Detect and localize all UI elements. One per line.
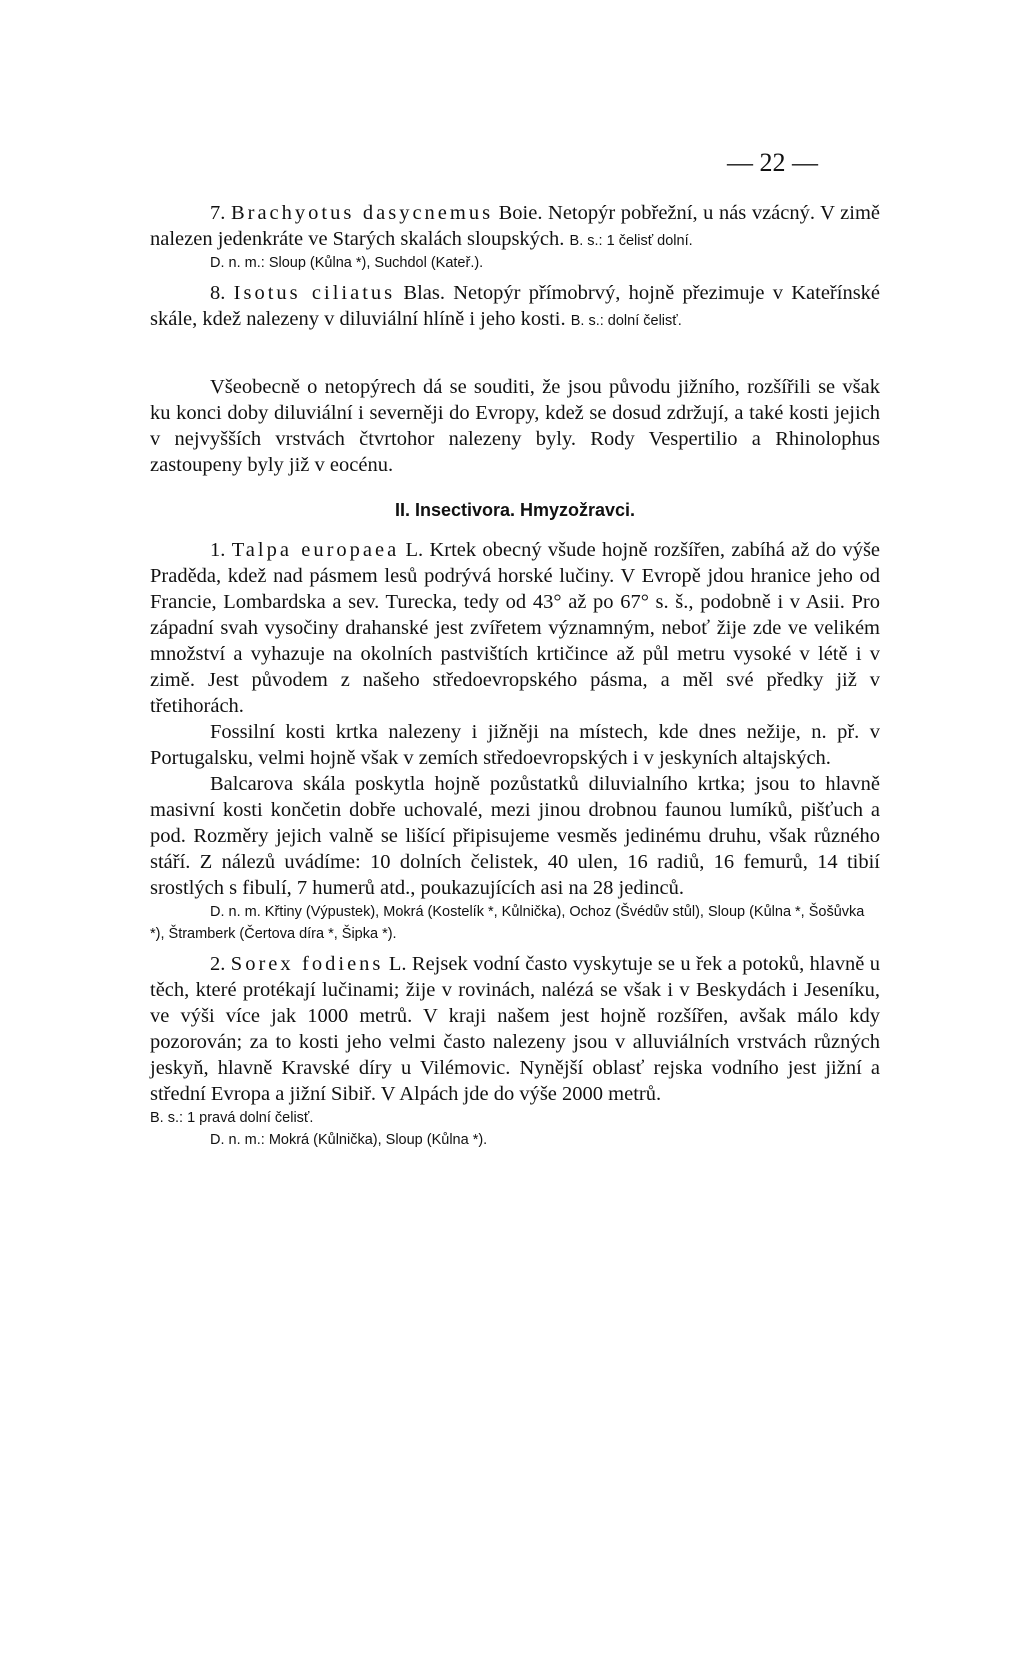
entry-7 [150, 200, 880, 252]
entry-8-text: Blas. Netopýr přímobrvý, hojně přezimuje v Kateřínské skále, kdež nalezeny v diluviální hlíně i jeho kosti. [150, 282, 881, 330]
entry-7-text: Boie. Netopýr pobřežní, u nás vzácný. V zimě nalezen jedenkráte ve Starých skalách sloupských. [150, 202, 881, 250]
entry-7-note: B. s.: 1 čelisť dolní. [569, 233, 693, 249]
talpa-fossil-paragraph: Fossilní kosti krtka nalezeny i jižněji na místech, kde dnes nežije, n. př. v Portugalsku, velmi hojně však v zemích středoevropských i v jeskyních altajských. [150, 721, 880, 769]
page-number: — 22 — [727, 148, 818, 177]
entry-7-locations: D. n. m.: Sloup (Kůlna *), Suchdol (Kateř.). [210, 255, 484, 271]
page [150, 148, 880, 1151]
sorex-number: 2. [210, 953, 226, 975]
talpa-entry [150, 537, 880, 719]
sorex-locations: D. n. m.: Mokrá (Kůlnička), Sloup (Kůlna *). [210, 1132, 488, 1148]
entry-7-species: Brachyotus dasycnemus [230, 202, 494, 224]
section-heading: II. Insectivora. Hmyzožravci. [394, 500, 636, 520]
sorex-text: L. Rejsek vodní často vyskytuje se u řek a potoků, hlavně u těch, které protékají lučinami; žije v rovinách, nalézá se však i v Beskydách i Jeseníku, ve výši více jak 1000 metrů. V kraji našem jest hojně rozšířen, avšak málo kdy pozorován; za to kosti jeho velmi často nalezeny jsou v alluviálních vrstvách různých jeskyň, hlavně Kravské díry u Vilémovic. Nynější oblasť rejska vodního jest jižní a střední Evropa a jižní Sibiř. V Alpách jde do výše 2000 metrů. [150, 953, 880, 1105]
entry-8 [150, 280, 880, 332]
talpa-number: 1. [210, 539, 226, 561]
entry-8-species: Isotus ciliatus [233, 282, 396, 304]
talpa-species: Talpa europaea [231, 539, 400, 561]
entry-8-number: 8. [210, 282, 226, 304]
general-paragraph: Všeobecně o netopýrech dá se souditi, že jsou původu jižního, rozšířili se však ku konci doby diluviální i severněji do Evropy, kdež se dosud zdržují, a také kosti jejich v nejvyšších vrstvách čtvrtohor nalezeny byly. Rody Vespertilio a Rhinolophus zastoupeny byly již v eocénu. [150, 376, 880, 476]
talpa-locations: D. n. m. Křtiny (Výpustek), Mokrá (Kostelík *, Kůlnička), Ochoz (Švédův stůl), Sloup (Kůlna *, Šošůvka *), Štramberk (Čertova díra *, Šipka *). [150, 904, 865, 942]
sorex-bs-note: B. s.: 1 pravá dolní čelisť. [150, 1110, 314, 1126]
talpa-balcarova-paragraph: Balcarova skála poskytla hojně pozůstatků diluvialního krtka; jsou to hlavně masivní kosti končetin dobře uchovalé, mezi jinou drobnou faunou lumíků, pišťuch a pod. Rozměry jejich valně se lišící připisujeme vesměs jedinému druhu, však různého stáří. Z nálezů uvádíme: 10 dolních čelistek, 40 ulen, 16 radiů, 16 femurů, 14 tibií srostlých s fibulí, 7 humerů atd., poukazujících asi na 28 jedinců. [150, 773, 880, 899]
sorex-species: Sorex fodiens [230, 953, 384, 975]
sorex-entry [150, 951, 880, 1107]
entry-8-note: B. s.: dolní čelisť. [570, 313, 682, 329]
entry-7-number: 7. [210, 202, 226, 224]
talpa-text: L. Krtek obecný všude hojně rozšířen, zabíhá až do výše Praděda, kdež nad pásmem lesů podrývá horské lučiny. V Evropě jdou hranice jeho od Francie, Lombardska a sev. Turecka, tedy od 43° až po 67° s. š., podobně i v Asii. Pro západní svah vysočiny drahanské jest zvířetem významným, neboť žije zde ve velikém množství a vyhazuje na okolních pastvištích krtičince až půl metru vysoké v létě i v zimě. Jest původem z našeho středoevropského pásma, a měl své předky již v třetihorách. [150, 539, 881, 717]
